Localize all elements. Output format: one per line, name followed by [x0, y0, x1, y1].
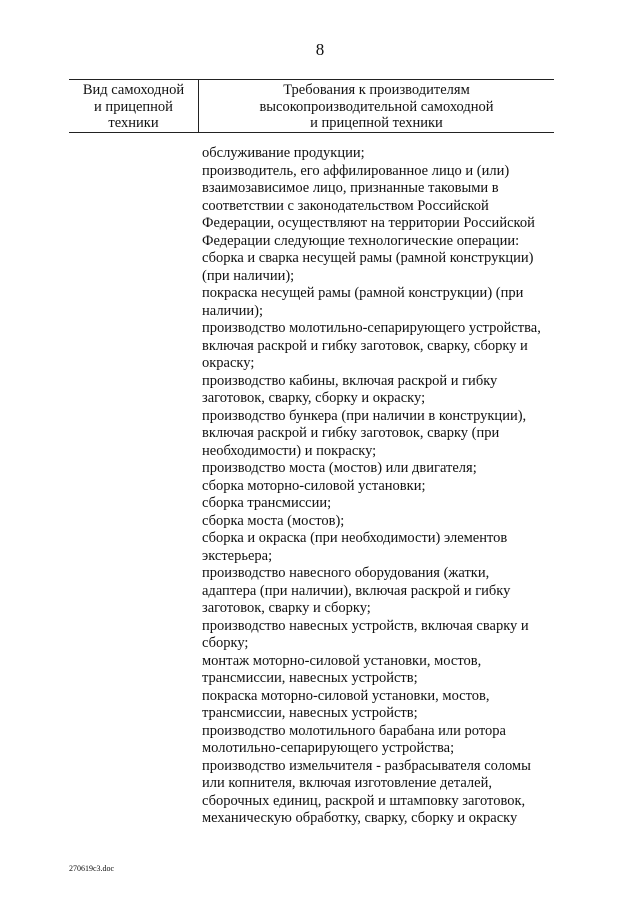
text-line: покраска несущей рамы (рамной конструкции) (при	[202, 285, 524, 301]
text-line: производство моста (мостов) или двигателя;	[202, 460, 477, 476]
text-line: трансмиссии, навесных устройств;	[202, 705, 418, 721]
text-line: включая раскрой и гибку заготовок, сварку, сборку и	[202, 337, 528, 354]
text-line: или копнителя, включая изготовление деталей,	[202, 775, 492, 791]
text-line: производство бункера (при наличии в конструкции),	[202, 407, 527, 424]
text-line: сборка и сварка несущей рамы (рамной конструкции)	[202, 250, 534, 266]
column-header-line: и прицепной техники	[310, 115, 443, 131]
column-header-line: высокопроизводительной самоходной	[259, 98, 494, 115]
text-line: (при наличии);	[202, 267, 295, 284]
text-line: производство молотильно-сепарирующего устройства,	[202, 320, 541, 336]
column-header-line: и прицепной	[94, 98, 173, 115]
column-header-line: Вид самоходной	[82, 82, 185, 98]
text-line: молотильно-сепарирующего устройства;	[202, 740, 455, 756]
requirements-text	[202, 145, 562, 828]
text-line: производство навесных устройств, включая сварку и	[202, 617, 529, 634]
text-line: наличии);	[202, 302, 263, 319]
text-line: сборка моторно-силовой установки;	[202, 477, 426, 494]
text-line: производство навесного оборудования (жатки,	[202, 565, 490, 581]
text-line: монтаж моторно-силовой установки, мостов,	[202, 652, 482, 669]
table-header	[69, 79, 554, 133]
text-line: окраску;	[202, 355, 255, 371]
text-line: сборочных единиц, раскрой и штамповку заготовок,	[202, 792, 526, 809]
text-line: производитель, его аффилированное лицо и (или)	[202, 162, 510, 179]
text-line: адаптера (при наличии), включая раскрой и гибку	[202, 582, 511, 599]
text-line: Федерации следующие технологические операции:	[202, 232, 520, 249]
text-line: взаимозависимое лицо, признанные таковыми в	[202, 180, 499, 196]
text-line: заготовок, сварку, сборку и окраску;	[202, 390, 426, 406]
text-line: сборку;	[202, 635, 249, 651]
text-line: производство молотильного барабана или ротора	[202, 722, 506, 739]
text-line: заготовок, сварку и сборку;	[202, 600, 371, 616]
text-line: сборка моста (мостов);	[202, 512, 345, 529]
column-header-vehicle-type	[69, 82, 198, 132]
text-line: обслуживание продукции;	[202, 145, 365, 161]
text-line: сборка и окраска (при необходимости) элементов	[202, 530, 508, 546]
column-header-line: техники	[108, 115, 159, 131]
text-line: необходимости) и покраску;	[202, 442, 377, 459]
text-line: механическую обработку, сварку, сборку и окраску	[202, 810, 518, 826]
text-line: экстерьера;	[202, 547, 273, 564]
text-line: сборка трансмиссии;	[202, 495, 332, 511]
text-line: производство измельчителя - разбрасывателя соломы	[202, 757, 531, 774]
column-header-line: Требования к производителям	[283, 82, 470, 98]
page-number: 8	[315, 40, 325, 59]
text-line: соответствии с законодательством Российской	[202, 197, 489, 214]
text-line: покраска моторно-силовой установки, мостов,	[202, 687, 490, 704]
text-line: производство кабины, включая раскрой и гибку	[202, 372, 498, 389]
footer-filename: 270619c3.doc	[69, 864, 115, 873]
column-header-requirements	[199, 82, 554, 132]
text-line: включая раскрой и гибку заготовок, сварку (при	[202, 425, 500, 441]
text-line: Федерации, осуществляют на территории Российской	[202, 215, 535, 231]
text-line: трансмиссии, навесных устройств;	[202, 670, 418, 686]
